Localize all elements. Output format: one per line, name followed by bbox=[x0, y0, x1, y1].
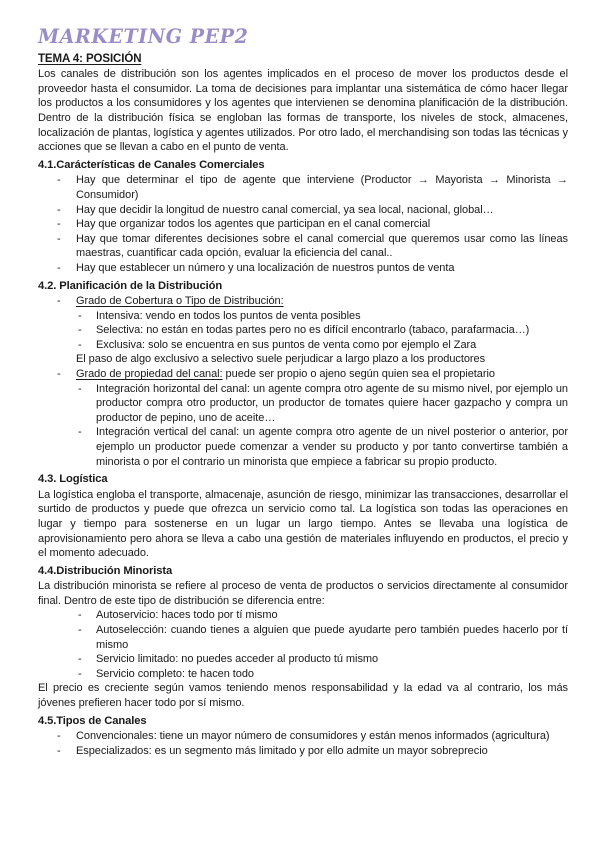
grado-cobertura-label: Grado de Cobertura o Tipo de Distribución: bbox=[76, 295, 284, 308]
list-item: - Intensiva: vendo en todos los puntos de venta posibles bbox=[38, 309, 568, 324]
bullet-list-4-1 bbox=[38, 173, 568, 275]
section-4-3-paragraph: La logística engloba el transporte, almacenaje, asunción de riesgo, minimizar las transacciones, desarrollar el surtido de productos y puede que ofrezca un servicio como tal. La logística son todas las operaciones en lugar y tiempo para sostenerse en un lugar un largo tiempo. Antes se llevaba una logística de aprovisionamiento pero ahora se lleva a cabo una gestión de materiales influyendo en productos, el precio y el momento adecuado. bbox=[38, 488, 568, 560]
bullet-list-4-2 bbox=[38, 294, 568, 309]
list-item: - Servicio limitado: no puedes acceder al producto tú mismo bbox=[38, 652, 568, 667]
bullet-list-4-4 bbox=[38, 608, 568, 681]
bullet-list-4-5 bbox=[38, 729, 568, 758]
cobertura-note: El paso de algo exclusivo a selectivo suele perjudicar a largo plazo a los productores bbox=[76, 353, 486, 366]
list-item: - Convencionales: tiene un mayor número de consumidores y están menos informados (agricultura) bbox=[38, 729, 568, 744]
list-item: - Servicio completo: te hacen todo bbox=[38, 667, 568, 682]
list-item: - Hay que establecer un número y una localización de nuestros puntos de venta bbox=[38, 261, 568, 276]
bullet-list-4-2-propiedad bbox=[38, 367, 568, 382]
list-item-grado-cobertura bbox=[38, 294, 568, 309]
section-heading-4-5: 4.5.Tipos de Canales bbox=[38, 714, 147, 727]
list-item: - Hay que decidir la longitud de nuestro canal comercial, ya sea local, nacional, global… bbox=[38, 203, 568, 218]
section-heading-4-3: 4.3. Logística bbox=[38, 473, 108, 486]
list-item: - Hay que organizar todos los agentes que participan en el canal comercial bbox=[38, 217, 568, 232]
list-item: - Integración vertical del canal: un agente compra otro agente de un nivel posterior o anterior, por ejemplo un productor puede comenzar a vender su producto y por tanto convertirse también a minorista o por el contrario un minorista que empiece a fabricar su propio producto. bbox=[38, 425, 568, 469]
list-item: - Integración horizontal del canal: un agente compra otro agente de su mismo nivel, por ejemplo un productor compra otro productor, un productor de tomates quiere hacer gazpacho y compra un productor de pepino, uno de aceite… bbox=[38, 382, 568, 426]
list-item: - Especializados: es un segmento más limitado y por ello admite un mayor sobreprecio bbox=[38, 744, 568, 759]
list-item: - Autoservicio: haces todo por tí mismo bbox=[38, 608, 568, 623]
grado-propiedad-label: Grado de propiedad del canal: bbox=[76, 368, 223, 381]
list-item: - Hay que determinar el tipo de agente que interviene (Productor → Mayorista → Minorista → Consumidor) bbox=[38, 173, 568, 202]
section-4-4-closing-paragraph: El precio es creciente según vamos teniendo menos responsabilidad y la edad va al contrario, los más jóvenes prefieren hacer todo por sí mismo. bbox=[38, 682, 568, 710]
document-header-title: MARKETING PEP2 bbox=[38, 24, 249, 49]
list-item: - Selectiva: no están en todas partes pero no es difícil encontrarlo (tabaco, parafarmacia…) bbox=[38, 323, 568, 338]
section-heading-4-2: 4.2. Planificación de la Distribución bbox=[38, 279, 223, 292]
chapter-title: TEMA 4: POSICIÓN bbox=[38, 52, 142, 65]
bullet-list-4-2-integraciones bbox=[38, 382, 568, 470]
section-4-4-paragraph: La distribución minorista se refiere al proceso de venta de productos o servicios directamente al consumidor final. Dentro de este tipo de distribución se diferencia entre: bbox=[38, 580, 568, 607]
list-item: - Autoselección: cuando tienes a alguien que puede ayudarte pero también puedes hacerlo por tí mismo bbox=[38, 623, 568, 652]
list-item: - Exclusiva: solo se encuentra en sus puntos de venta como por ejemplo el Zara bbox=[38, 338, 568, 353]
grado-propiedad-rest: puede ser propio o ajeno según quien sea el propietario bbox=[222, 368, 495, 381]
chapter-intro-paragraph: Los canales de distribución son los agentes implicados en el proceso de mover los productos desde el proveedor hasta el consumidor. La toma de decisiones para implantar una sistemática de cómo hacer llegar los productos a los consumidores y los agentes que intervienen se denomina planificación de la distribución. Dentro de la distribución física se engloban las formas de transporte, los niveles de stock, almacenes, localización de plantas, logística y agentes utilizados. Por otro lado, el merchandising son todas las técnicas y acciones que se llevan a cabo en el punto de venta. bbox=[38, 68, 568, 154]
bullet-list-4-2-cobertura-types bbox=[38, 309, 568, 353]
list-item-grado-propiedad bbox=[38, 367, 568, 382]
section-heading-4-1: 4.1.Carácterísticas de Canales Comerciales bbox=[38, 158, 265, 171]
list-item: - Hay que tomar diferentes decisiones sobre el canal comercial que queremos usar como las líneas maestras, cuantificar cada opción, evaluar la eficiencia del canal.. bbox=[38, 232, 568, 261]
section-heading-4-4: 4.4.Distribución Minorista bbox=[38, 564, 173, 577]
